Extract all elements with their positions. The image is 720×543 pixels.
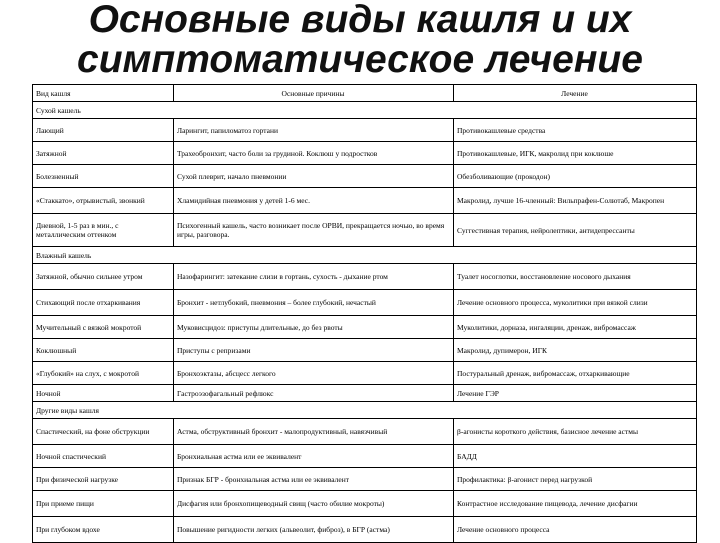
cell-causes: Хламидийная пневмония у детей 1-6 мес. <box>174 188 454 214</box>
cell-causes: Признак БГР - бронхиальная астма или ее эквивалент <box>174 468 454 491</box>
cell-treatment: Профилактика: β-агонист перед нагрузкой <box>454 468 697 491</box>
table-row <box>33 468 697 491</box>
cell-type: Дневной, 1-5 раз в мин., с металлическим оттенком <box>33 214 174 247</box>
cell-causes: Бронхоэктазы, абсцесс легкого <box>174 362 454 385</box>
table-row <box>33 264 697 290</box>
section-row-wet-cough <box>33 247 697 264</box>
table-row <box>33 142 697 165</box>
cell-type: При глубоком вдохе <box>33 517 174 543</box>
table-row <box>33 445 697 468</box>
cell-treatment: Лечение ГЭР <box>454 385 697 402</box>
cell-type: Ночной <box>33 385 174 402</box>
table-row <box>33 491 697 517</box>
cell-type: Спастический, на фоне обструкции <box>33 419 174 445</box>
section-title: Другие виды кашля <box>33 402 697 419</box>
table-row <box>33 339 697 362</box>
cell-treatment: Суггестивная терапия, нейролептики, антидепрессанты <box>454 214 697 247</box>
header-cough-type: Вид кашля <box>33 85 174 102</box>
table-row <box>33 385 697 402</box>
cell-type: Стихающий после отхаркивания <box>33 290 174 316</box>
page-title <box>0 0 720 80</box>
cell-causes: Назофарингит: затекание слизи в гортань, сухость - дыхание ртом <box>174 264 454 290</box>
cell-treatment: Противокашлевые, ИГК, макролид при коклюше <box>454 142 697 165</box>
table-row <box>33 165 697 188</box>
header-treatment: Лечение <box>454 85 697 102</box>
cell-causes: Сухой плеврит, начало пневмонии <box>174 165 454 188</box>
cell-causes: Муковисцидоз: приступы длительные, до без рвоты <box>174 316 454 339</box>
section-title: Влажный кашель <box>33 247 697 264</box>
cell-causes: Бронхиальная астма или ее эквивалент <box>174 445 454 468</box>
table-row <box>33 316 697 339</box>
cell-causes: Дисфагия или бронхопищеводный свищ (часто обилие мокроты) <box>174 491 454 517</box>
cell-treatment: Лечение основного процесса, муколитики при вязкой слизи <box>454 290 697 316</box>
cell-treatment: Контрастное исследование пищевода, лечение дисфагии <box>454 491 697 517</box>
table-row <box>33 188 697 214</box>
cell-causes: Повышение ригидности легких (альвеолит, фиброз), в БГР (астма) <box>174 517 454 543</box>
cell-causes: Бронхит - нетлубокий, пневмония – более глубокий, нечастый <box>174 290 454 316</box>
cell-treatment: Туалет носоглотки, восстановление носового дыхания <box>454 264 697 290</box>
table-header-row <box>33 85 697 102</box>
table-row <box>33 517 697 543</box>
cell-causes: Психогенный кашель, часто возникает после ОРВИ, прекращается ночью, во время игры, разговора. <box>174 214 454 247</box>
cell-treatment: Лечение основного процесса <box>454 517 697 543</box>
cell-causes: Астма, обструктивный бронхит - малопродуктивный, навязчивый <box>174 419 454 445</box>
cell-type: Мучительный с вязкой мокротой <box>33 316 174 339</box>
cell-type: «Стаккато», отрывистый, звонкий <box>33 188 174 214</box>
cell-type: Затяжной <box>33 142 174 165</box>
cell-causes: Приступы с репризами <box>174 339 454 362</box>
cell-type: При приеме пищи <box>33 491 174 517</box>
cell-type: Коклюшный <box>33 339 174 362</box>
cell-treatment: Макролид, лучше 16-членный: Вильпрафен-Солютаб, Макропен <box>454 188 697 214</box>
table-row <box>33 290 697 316</box>
page-title-line-1: Основные виды кашля и их <box>88 0 632 41</box>
cell-type: Лающий <box>33 119 174 142</box>
table-row <box>33 214 697 247</box>
cell-causes: Ларингит, папиломатоз гортани <box>174 119 454 142</box>
section-row-dry-cough <box>33 102 697 119</box>
cell-treatment: БАДД <box>454 445 697 468</box>
table-row <box>33 119 697 142</box>
table-row <box>33 362 697 385</box>
cough-types-table <box>32 84 697 543</box>
cell-causes: Трахеобронхит, часто боли за грудиной. Коклюш у подростков <box>174 142 454 165</box>
cell-treatment: Муколитики, дорназа, ингаляции, дренаж, вибромассаж <box>454 316 697 339</box>
page-title-line-2: симптоматическое лечение <box>77 38 643 81</box>
cell-causes: Гастроэзофагальный рефлюкс <box>174 385 454 402</box>
cell-type: Затяжной, обычно сильнее утром <box>33 264 174 290</box>
section-title: Сухой кашель <box>33 102 697 119</box>
cell-treatment: Постуральный дренаж, вибромассаж, отхаркивающие <box>454 362 697 385</box>
cell-type: Болезненный <box>33 165 174 188</box>
cell-treatment: Макролид, дупимерон, ИГК <box>454 339 697 362</box>
cell-type: Ночной спастический <box>33 445 174 468</box>
section-row-other-cough <box>33 402 697 419</box>
cell-type: При физической нагрузке <box>33 468 174 491</box>
table-row <box>33 419 697 445</box>
header-main-causes: Основные причины <box>174 85 454 102</box>
cell-treatment: Противокашлевые средства <box>454 119 697 142</box>
cell-treatment: Обезболивающие (прокодон) <box>454 165 697 188</box>
cell-type: «Глубокий» на слух, с мокротой <box>33 362 174 385</box>
cell-treatment: β-агонисты короткого действия, базисное лечение астмы <box>454 419 697 445</box>
